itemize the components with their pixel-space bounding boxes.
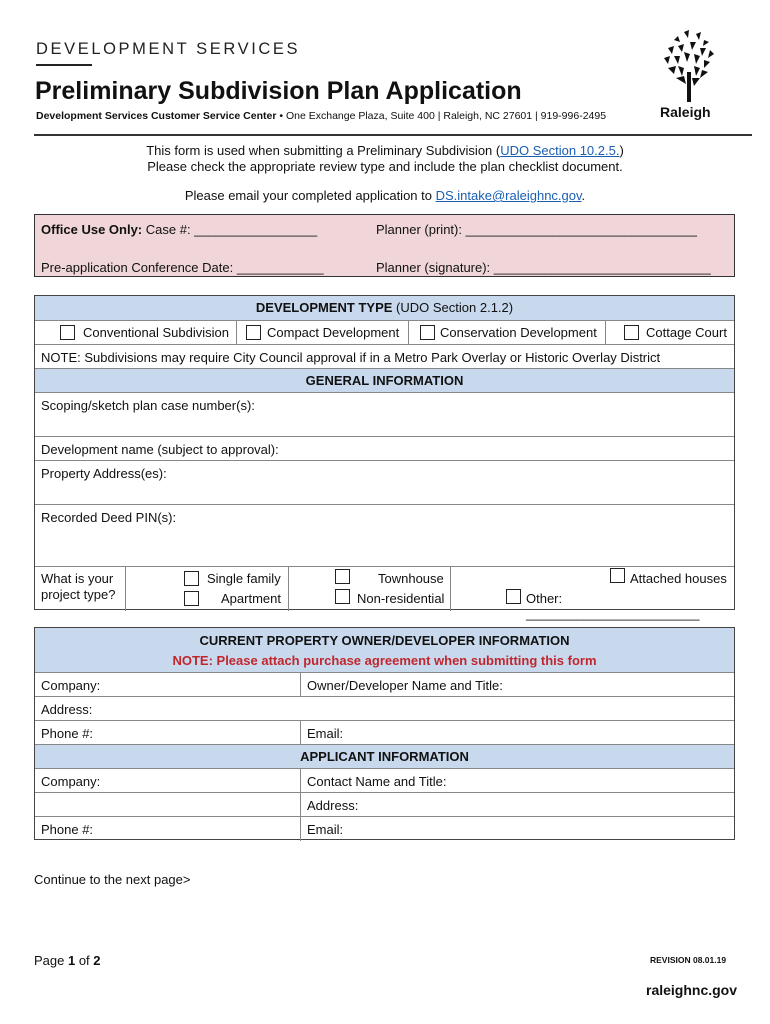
conservation-development-label: Conservation Development [440, 325, 597, 340]
scoping-label: Scoping/sketch plan case number(s): [41, 398, 255, 413]
scoping-row[interactable] [35, 392, 734, 436]
intro-line-1 [0, 143, 770, 158]
owner-address-label[interactable]: Address: [41, 702, 93, 717]
department-underline [36, 64, 92, 66]
deed-pin-row[interactable] [35, 504, 734, 566]
divider [408, 321, 409, 344]
planner-signature-field[interactable]: Planner (signature): ______________________________ [376, 260, 711, 275]
project-type-label [41, 571, 115, 603]
deed-pin-label: Recorded Deed PIN(s): [41, 510, 177, 525]
office-use-label: Office Use Only: [41, 222, 143, 237]
conservation-development-checkbox[interactable] [420, 325, 435, 340]
service-center-name: Development Services Customer Service Center [36, 110, 277, 122]
owner-name-label[interactable]: Owner/Developer Name and Title: [307, 678, 503, 693]
applicant-contact-label[interactable]: Contact Name and Title: [307, 774, 447, 789]
divider [450, 567, 451, 611]
applicant-address-row [35, 792, 734, 816]
development-type-options [35, 320, 734, 344]
owner-info-header [35, 628, 734, 672]
applicant-address-label[interactable]: Address: [307, 798, 359, 813]
project-type-label-line-2: project type? [41, 587, 116, 602]
office-case-field [41, 222, 317, 237]
development-general-box [34, 295, 735, 621]
purchase-agreement-note: NOTE: Please attach purchase agreement when submitting this form [172, 653, 597, 668]
contact-line [36, 110, 606, 122]
compact-development-checkbox[interactable] [246, 325, 261, 340]
applicant-phone-label[interactable]: Phone #: [41, 822, 94, 837]
attached-houses-label: Attached houses [630, 571, 727, 586]
udo-section-link[interactable]: UDO Section 10.2.5. [500, 143, 620, 158]
non-residential-checkbox[interactable] [335, 589, 350, 604]
page-number [34, 953, 101, 968]
development-type-udo: (UDO Section 2.1.2) [392, 300, 514, 315]
header-divider [34, 134, 752, 136]
divider [300, 817, 301, 841]
townhouse-checkbox[interactable] [335, 569, 350, 584]
attached-houses-checkbox[interactable] [610, 568, 625, 583]
compact-development-label: Compact Development [267, 325, 400, 340]
preapp-date-field[interactable]: Pre-application Conference Date: ____________ [41, 260, 324, 275]
divider [125, 567, 126, 611]
intro-line-2: Please check the appropriate review type and include the plan checklist document. [147, 159, 623, 174]
owner-info-title: CURRENT PROPERTY OWNER/DEVELOPER INFORMATION [199, 633, 570, 648]
service-center-address: • One Exchange Plaza, Suite 400 | Raleigh, NC 27601 | 919-996-2495 [276, 110, 607, 122]
apartment-label: Apartment [221, 591, 281, 606]
applicant-company-label[interactable]: Company: [41, 774, 101, 789]
applicant-info-header: APPLICANT INFORMATION [35, 744, 734, 768]
email-link[interactable]: DS.intake@raleighnc.gov [435, 188, 582, 203]
office-use-box [34, 214, 735, 277]
development-type-header [35, 296, 734, 320]
apartment-checkbox[interactable] [184, 591, 199, 606]
owner-email-label[interactable]: Email: [307, 726, 344, 741]
email-text-end: . [581, 188, 586, 203]
intro-text-end: ) [619, 143, 624, 158]
owner-phone-row [35, 720, 734, 744]
development-note: NOTE: Subdivisions may require City Council approval if in a Metro Park Overlay or Historic Overlay District [41, 350, 661, 365]
owner-address-row [35, 696, 734, 720]
email-text: Please email your completed application to [184, 188, 436, 203]
development-note-row [35, 344, 734, 368]
website-label[interactable]: raleighnc.gov [646, 982, 738, 998]
owner-company-label[interactable]: Company: [41, 678, 101, 693]
owner-company-row [35, 672, 734, 696]
conventional-subdivision-checkbox[interactable] [60, 325, 75, 340]
revision-label: REVISION 08.01.19 [650, 955, 727, 965]
cottage-court-checkbox[interactable] [624, 325, 639, 340]
general-info-header: GENERAL INFORMATION [35, 368, 734, 392]
logo-text: Raleigh [660, 104, 711, 120]
divider [300, 721, 301, 744]
divider [236, 321, 237, 344]
department-name: DEVELOPMENT SERVICES [36, 40, 301, 58]
case-number-field[interactable]: Case #: _________________ [142, 222, 318, 237]
development-name-label: Development name (subject to approval): [41, 442, 279, 457]
development-type-title: DEVELOPMENT TYPE [255, 300, 393, 315]
conventional-subdivision-label: Conventional Subdivision [83, 325, 229, 340]
continue-note: Continue to the next page> [34, 872, 191, 887]
project-type-row [35, 566, 734, 621]
townhouse-label: Townhouse [378, 571, 444, 586]
page-prefix: Page [34, 953, 68, 968]
project-type-label-line-1: What is your [41, 571, 114, 586]
page-title: Preliminary Subdivision Plan Application [35, 77, 522, 105]
divider [288, 567, 289, 611]
development-name-row[interactable] [35, 436, 734, 460]
divider [300, 793, 301, 816]
divider [300, 673, 301, 696]
property-address-label: Property Address(es): [41, 466, 167, 481]
intro-text: This form is used when submitting a Preliminary Subdivision ( [146, 143, 501, 158]
page-mid: of [75, 953, 94, 968]
divider [300, 769, 301, 792]
other-checkbox[interactable] [506, 589, 521, 604]
other-field[interactable]: Other: ________________________ [526, 591, 700, 621]
applicant-company-row [35, 768, 734, 792]
page-total: 2 [93, 953, 101, 968]
non-residential-label: Non-residential [357, 591, 445, 606]
planner-print-field[interactable]: Planner (print): ________________________________ [376, 222, 697, 237]
single-family-checkbox[interactable] [184, 571, 199, 586]
applicant-phone-row [35, 816, 734, 841]
owner-applicant-box [34, 627, 735, 840]
owner-phone-label[interactable]: Phone #: [41, 726, 94, 741]
email-line [0, 188, 770, 203]
divider [605, 321, 606, 344]
single-family-label: Single family [207, 571, 281, 586]
cottage-court-label: Cottage Court [646, 325, 727, 340]
property-address-row[interactable] [35, 460, 734, 504]
applicant-email-label[interactable]: Email: [307, 822, 344, 837]
page-current: 1 [67, 953, 76, 968]
